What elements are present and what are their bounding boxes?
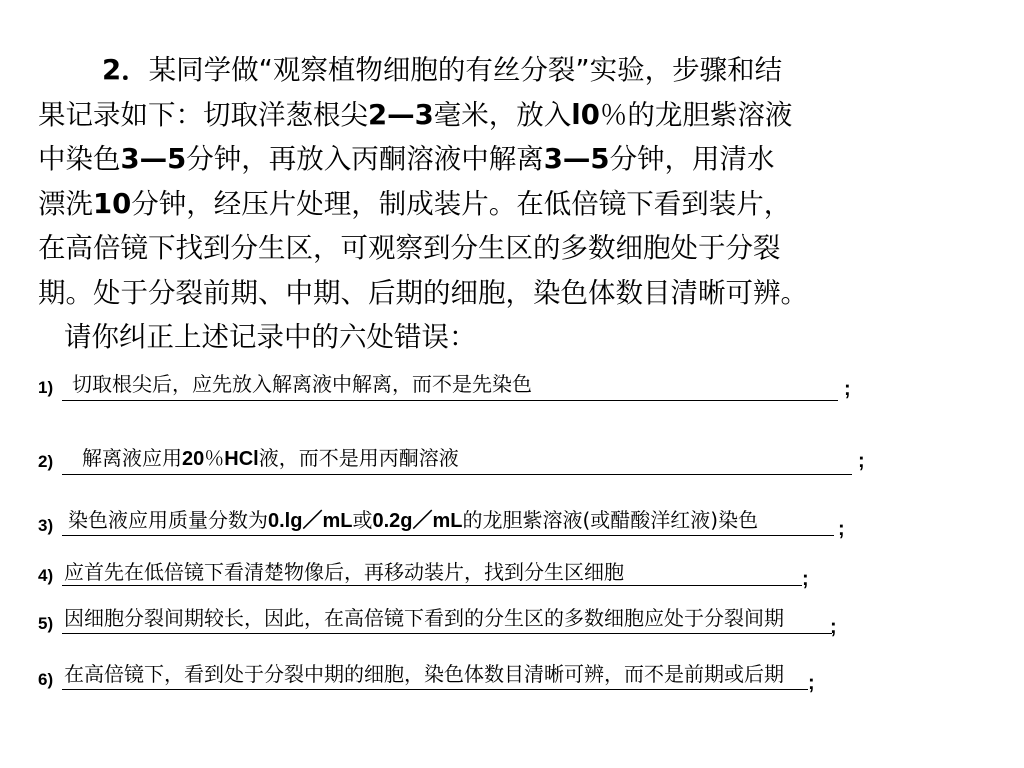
answer-end: ; [802, 568, 809, 590]
answer-end: ; [830, 616, 837, 638]
answer-row-1 [38, 366, 851, 406]
question-text [38, 48, 988, 360]
question-line: 中染色3—5分钟，再放入丙酮溶液中解离3—5分钟，用清水 [38, 143, 775, 175]
answer-text: 因细胞分裂间期较长，因此，在高倍镜下看到的分生区的多数细胞应处于分裂间期 [64, 606, 784, 630]
answer-number: 2) [38, 452, 54, 471]
answer-blank-line [62, 689, 808, 690]
answer-blank-line [62, 474, 852, 475]
answer-row-6 [38, 656, 1008, 696]
answer-row-5 [38, 600, 1008, 640]
answer-blank-line [62, 633, 832, 634]
answer-number: 6) [38, 670, 54, 689]
question-line: 2．某同学做“观察植物细胞的有丝分裂”实验，步骤和结 [102, 54, 783, 86]
answer-number: 5) [38, 614, 54, 633]
question-prompt: 请你纠正上述记录中的六处错误： [64, 321, 477, 353]
answer-end: ; [844, 378, 851, 400]
answer-number: 1) [38, 378, 54, 397]
answer-row-3 [38, 504, 998, 544]
question-line: 果记录如下：切取洋葱根尖2—3毫米，放入l0％的龙胆紫溶液 [38, 98, 793, 131]
answer-end: ; [858, 450, 865, 472]
answer-text: 解离液应用20％HCl液，而不是用丙酮溶液 [82, 446, 459, 470]
answer-row-4 [38, 556, 838, 596]
answer-text: 切取根尖后，应先放入解离液中解离，而不是先染色 [72, 372, 532, 396]
question-line: 漂洗10分钟，经压片处理，制成装片。在低倍镜下看到装片， [38, 187, 792, 220]
question-line: 在高倍镜下找到分生区，可观察到分生区的多数细胞处于分裂 [38, 232, 781, 264]
answer-end: ; [838, 518, 845, 540]
answer-number: 4) [38, 566, 54, 585]
answer-text: 在高倍镜下，看到处于分裂中期的细胞，染色体数目清晰可辨，而不是前期或后期 [64, 662, 784, 686]
question-line: 期。处于分裂前期、中期、后期的细胞，染色体数目清晰可辨。 [38, 276, 808, 309]
answer-end: ; [808, 672, 815, 694]
answer-row-2 [38, 440, 878, 480]
answer-text: 染色液应用质量分数为0.lg／mL或0.2g／mL的龙胆紫溶液(或醋酸洋红液)染色 [68, 508, 759, 532]
answer-blank-line [62, 585, 802, 586]
answer-text: 应首先在低倍镜下看清楚物像后，再移动装片，找到分生区细胞 [64, 560, 624, 584]
answer-blank-line [62, 400, 838, 401]
answer-number: 3) [38, 516, 54, 535]
answer-blank-line [62, 535, 834, 536]
